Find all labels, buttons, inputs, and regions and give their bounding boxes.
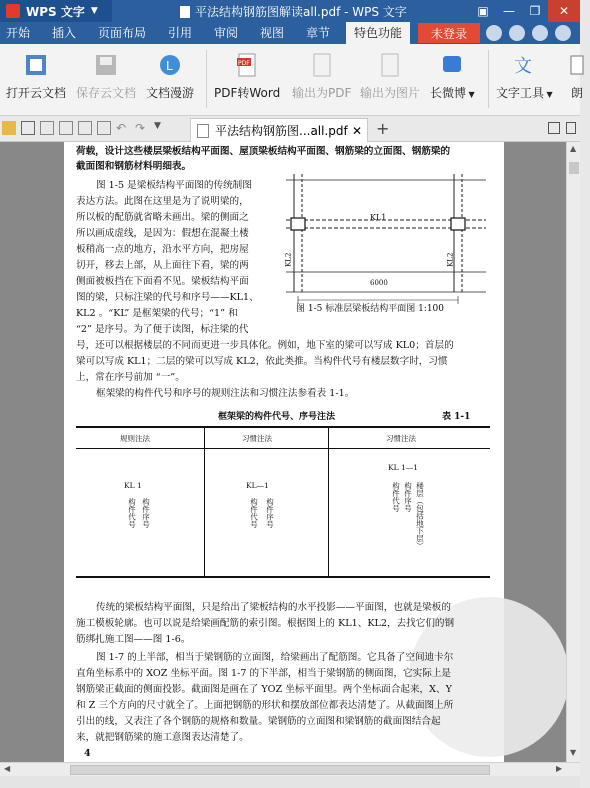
app-name: WPS 文字: [26, 4, 85, 19]
app-menu-button[interactable]: [0, 0, 112, 22]
status-bar: [0, 776, 580, 788]
text-tools-icon: [511, 52, 537, 78]
figure-caption: 图 1-5 标准层梁板结构平面图 1:100: [296, 304, 445, 314]
dimension-label: 6000: [370, 279, 388, 287]
ribbon-separator: [488, 50, 489, 108]
read-aloud-button[interactable]: 朗: [564, 52, 590, 101]
open-cloud-doc-button[interactable]: 打开云文档: [6, 52, 66, 101]
minimize-button[interactable]: —: [503, 4, 515, 18]
pdf-file-icon: [197, 124, 209, 138]
tab-close-all-icon[interactable]: [566, 122, 576, 134]
beam-side-label: KL2: [284, 252, 293, 267]
menu-view[interactable]: 视图: [260, 26, 285, 40]
paragraph-line: 引出的线，又表注了各个钢筋的规格和数量。梁钢筋的立面图和梁钢筋的截面图结合起: [76, 716, 441, 727]
table-cell-code: KL 1: [124, 481, 142, 490]
preview-icon[interactable]: [78, 121, 92, 135]
menu-icons: [486, 25, 571, 41]
help-icon[interactable]: [555, 25, 571, 41]
svg-text:文: 文: [514, 56, 533, 77]
cloud-roam-icon: [157, 52, 183, 78]
paragraph-line: 号，还可以根据楼层的不同而更进一步具体化。例如，地下室的梁可以写成 KL0；首层的: [76, 340, 454, 351]
scroll-down-icon[interactable]: ▼: [570, 748, 577, 757]
chevron-down-icon[interactable]: ▼: [154, 121, 161, 131]
text-tools-button[interactable]: 文 文字工具 ▼: [496, 52, 553, 101]
title-bar: [0, 0, 580, 22]
login-button[interactable]: 未登录: [418, 23, 480, 43]
paragraph-line: 截面图和钢筋材料明细表。: [76, 161, 192, 172]
export-pdf-icon: [309, 52, 335, 78]
paragraph-line: 来，就把钢筋梁的施工意图表达清楚了。: [76, 732, 249, 743]
window-title: 平法结构钢筋图解读all.pdf - WPS 文字: [180, 3, 407, 20]
scroll-left-icon[interactable]: ◀: [4, 764, 11, 773]
paragraph-line: 框架梁的构件代号和序号的规则注法和习惯注法参看表 1-1。: [96, 388, 355, 399]
page-number: 4: [84, 748, 91, 759]
menu-insert[interactable]: 插入: [52, 26, 77, 40]
document-area: [0, 142, 566, 762]
table-cell-vertical: 楼层（包括地下层）: [415, 482, 425, 550]
document-tab-label: 平法结构钢筋图...all.pdf: [215, 124, 348, 138]
close-tab-icon[interactable]: ✕: [351, 123, 362, 138]
chevron-down-icon: ▼: [544, 90, 553, 99]
table-header: 习惯注法: [386, 434, 416, 443]
paragraph-line: 所以画成虚线，是因为：假想在混凝土楼: [76, 228, 249, 239]
tab-restore-icon[interactable]: [548, 122, 560, 134]
table-rule: [76, 448, 490, 449]
paragraph-line: 上，常在序号前加 “一”。: [76, 372, 185, 383]
paragraph-line: 筋绑扎施工图——图 1-6。: [76, 634, 191, 645]
table-cell-code: KL 1—1: [388, 463, 419, 472]
cloud-save-icon: [93, 52, 119, 78]
svg-text:PDF: PDF: [238, 60, 250, 67]
skin-icon[interactable]: [486, 25, 502, 41]
table-cell-vertical: 构件序号: [141, 498, 151, 528]
export-image-icon: [377, 52, 403, 78]
chevron-down-icon: ▼: [466, 90, 475, 99]
table-divider: [328, 426, 329, 576]
vertical-scroll-thumb[interactable]: [569, 162, 579, 174]
table-cell-vertical: 构件代号: [249, 498, 259, 528]
chevron-down-icon: ▼: [90, 6, 98, 16]
scroll-up-icon[interactable]: ▲: [570, 144, 577, 153]
wps-logo-icon: [6, 4, 20, 18]
paragraph-line: 图的梁，只标注梁的代号和序号——KL1、: [76, 292, 259, 303]
new-tab-button[interactable]: +: [376, 119, 390, 138]
table-divider: [204, 426, 205, 576]
paragraph-line: 图 1-5 是梁板结构平面图的传统制图: [96, 180, 252, 191]
export-icon[interactable]: [40, 121, 54, 135]
export-pdf-button[interactable]: 输出为PDF: [292, 52, 351, 101]
scroll-right-icon[interactable]: ▶: [556, 764, 563, 773]
print-icon[interactable]: [59, 121, 73, 135]
read-aloud-icon: [564, 52, 590, 78]
quick-access-toolbar: [2, 121, 168, 135]
horizontal-scrollbar[interactable]: [0, 762, 580, 776]
svg-text:L: L: [166, 59, 173, 73]
table-cell-code: KL—1: [246, 481, 269, 490]
save-icon[interactable]: [21, 121, 35, 135]
window-controls: [470, 0, 580, 22]
cloud-open-icon: [23, 52, 49, 78]
menu-start[interactable]: 开始: [6, 26, 31, 40]
table-cell-vertical: 构件代号: [391, 482, 401, 512]
table-rule: [76, 576, 490, 578]
skin-icon[interactable]: ▣: [477, 4, 489, 18]
document-page: [64, 142, 504, 762]
pdf-to-word-button[interactable]: PDF PDF转Word: [214, 52, 280, 101]
paragraph-line: 所以板的配筋就省略未画出。梁的侧面之: [76, 212, 249, 223]
table-header: 习惯注法: [242, 434, 272, 443]
paragraph-line: 表达方法。此图在这里是为了说明梁的，: [76, 196, 249, 207]
table-cell-vertical: 构件序号: [265, 498, 275, 528]
redo-icon[interactable]: ↷: [135, 121, 146, 135]
paragraph-line: 传统的梁板结构平面图，只是给出了梁板结构的水平投影——平面图，也就是梁板的: [96, 602, 451, 613]
paragraph-line: 施工模板轮廓。也可以说是给梁画配筋的索引图。根据图上的 KL1、KL2，去找它们的钢: [76, 618, 455, 629]
paragraph-line: 直角坐标系中的 XOZ 坐标平面。图 1-7 的下半部，相当于梁钢筋的侧面图，它实际上是: [76, 668, 452, 679]
paragraph-line: 板稍高一点的地方，沿水平方向，把房屋: [76, 244, 249, 255]
paragraph-line: 切开，移去上部，从上面往下看，梁的两: [76, 260, 249, 271]
menu-references[interactable]: 引用: [168, 26, 193, 40]
table-cell-vertical: 构件代号: [127, 498, 137, 528]
ribbon-toolbar: [0, 44, 583, 116]
beam-side-label: KL2: [446, 252, 455, 267]
beam-label: KL1: [370, 213, 387, 222]
table-rule: [76, 426, 490, 428]
paragraph-line: 荷载，设计这些楼层梁板结构平面图、屋顶梁板结构平面图、钢筋梁的立面图、钢筋梁的: [76, 146, 451, 157]
paragraph-line: 钢筋梁正截面的侧面投影。截面图是画在了 YOZ 坐标平面里。两个坐标面合起来，X、Y: [76, 684, 452, 695]
menu-chapter[interactable]: 章节: [306, 26, 331, 40]
paragraph-line: 和 Z 三个方向的尺寸就全了。上面把钢筋的形状和摆放部位都表达清楚了。从截面图上所: [76, 700, 454, 711]
menu-bar: [0, 22, 580, 44]
menu-special-features[interactable]: 特色功能: [346, 22, 410, 44]
long-weibo-button[interactable]: 长微博 ▼: [430, 52, 475, 101]
paragraph-line: 梁可以写成 KL1；二层的梁可以写成 KL2，依此类推。当构件代号有楼层数字时，习惯: [76, 356, 448, 367]
table-number: 表 1-1: [442, 412, 471, 422]
doc-roaming-button[interactable]: L 文档漫游: [146, 52, 194, 101]
table-cell-vertical: 构件序号: [403, 482, 413, 512]
menu-layout[interactable]: 页面布局: [98, 26, 147, 40]
weibo-icon: [439, 52, 465, 78]
document-icon: [180, 6, 190, 18]
paragraph-line: 侧面被板挡在下面看不见。梁板结构平面: [76, 276, 249, 287]
undo-icon[interactable]: ↶: [116, 121, 127, 135]
open-folder-icon[interactable]: [2, 121, 16, 135]
shirt-icon[interactable]: [532, 25, 548, 41]
restore-button[interactable]: ❐: [529, 4, 541, 18]
share-icon[interactable]: [509, 25, 525, 41]
paragraph-line: KL2 。“KL” 是框架梁的代号；“1” 和: [76, 308, 238, 319]
document-tab[interactable]: [190, 118, 368, 142]
close-button[interactable]: ✕: [548, 0, 580, 22]
copy-icon[interactable]: [97, 121, 111, 135]
menu-review[interactable]: 审阅: [214, 26, 239, 40]
ribbon-separator: [206, 50, 207, 108]
pdf-to-word-icon: [234, 52, 260, 78]
vertical-scrollbar[interactable]: [566, 142, 580, 762]
paragraph-line: 图 1-7 的上半部，相当于梁钢筋的立面图，给梁画出了配筋图。它具备了空间迪卡尔: [96, 652, 454, 663]
document-tab-bar: [0, 116, 580, 142]
save-cloud-doc-button[interactable]: 保存云文档: [76, 52, 136, 101]
paragraph-line: “2” 是序号。为了便于读图，标注梁的代: [76, 324, 249, 335]
table-title: 框架梁的构件代号、序号注法: [218, 412, 336, 422]
export-image-button[interactable]: 输出为图片: [360, 52, 420, 101]
table-header: 规则注法: [120, 434, 150, 443]
horizontal-scroll-thumb[interactable]: [70, 765, 490, 775]
